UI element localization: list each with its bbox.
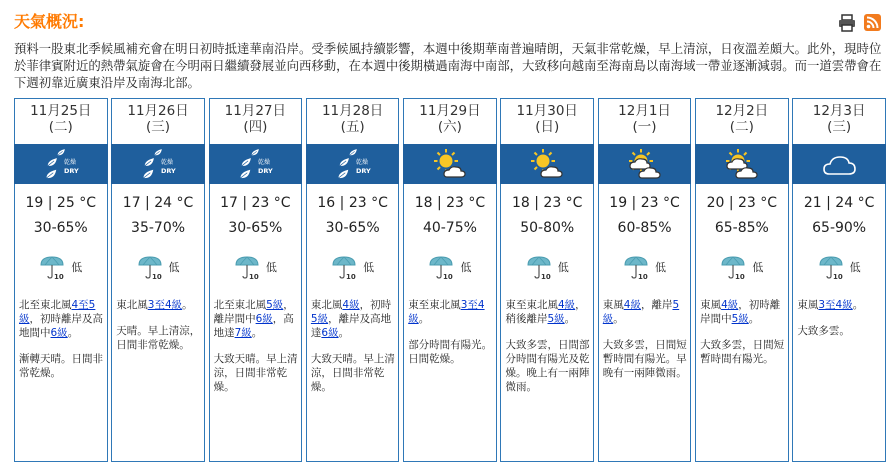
- date-label: 11月30日: [516, 103, 578, 119]
- cloudy-sunny-intervals-icon: [625, 147, 665, 181]
- weather-text: 天晴。早上清涼，日間非常乾燥。: [116, 325, 201, 351]
- weather-icon-band: [111, 144, 205, 184]
- psr-level: 低: [168, 261, 180, 274]
- temperature-range: 18 | 23 °C: [511, 195, 583, 211]
- weekday-label: (三): [146, 119, 171, 135]
- weather-text: 大致多雲。: [797, 325, 850, 337]
- psr-level: 低: [265, 261, 277, 274]
- relative-humidity: 35-70%: [131, 220, 186, 236]
- weekday-label: (二): [729, 119, 754, 135]
- temperature-range: 17 | 24 °C: [122, 195, 194, 211]
- weather-text: 大致天晴。早上清涼，日間非常乾燥。: [213, 353, 298, 393]
- dry-icon: [235, 147, 275, 181]
- umbrella-icon: [137, 254, 165, 280]
- probability-of-rain: [15, 254, 107, 280]
- wind-force-link[interactable]: 5級: [602, 299, 680, 325]
- forecast-day: [209, 98, 303, 462]
- date-label: 11月28日: [321, 103, 384, 119]
- wind-text: 。: [613, 313, 624, 325]
- weather-text: 大致多雲，日間短暫時間有陽光。早晚有一兩陣微雨。: [602, 339, 687, 379]
- weather-text: 大致多雲，日間部分時間有陽光及乾燥。晚上有一兩陣微雨。: [505, 339, 590, 393]
- wind-force-link[interactable]: 6級: [255, 313, 273, 325]
- wind-forecast: [505, 298, 590, 326]
- relative-humidity: 60-85%: [617, 220, 672, 236]
- svg-text:10: 10: [735, 273, 746, 280]
- probability-of-rain: [210, 254, 302, 280]
- wind-force-link[interactable]: 5級: [731, 313, 749, 325]
- rss-feed-icon[interactable]: [864, 14, 881, 31]
- dry-icon: [41, 147, 81, 181]
- wind-forecast: [797, 298, 882, 312]
- wind-text: ，初時離岸及高地間中: [19, 313, 103, 339]
- weekday-label: (日): [535, 119, 560, 135]
- temperature-range: 20 | 23 °C: [706, 195, 778, 211]
- date-label: 11月29日: [419, 103, 481, 119]
- wind-text: ，離岸及高地達: [310, 313, 392, 339]
- wind-force-link[interactable]: 6級: [321, 327, 339, 339]
- weather-icon-band: [792, 144, 886, 184]
- psr-level: 低: [460, 261, 472, 274]
- forecast-day: [403, 98, 497, 462]
- wind-text: 。: [251, 327, 263, 339]
- wind-text: 東至東北風: [408, 299, 461, 311]
- dry-icon: [333, 147, 373, 181]
- dry-icon: [138, 147, 178, 181]
- wind-text: ，高地達: [213, 313, 294, 339]
- svg-text:10: 10: [443, 273, 454, 280]
- wind-forecast: [214, 298, 299, 340]
- weather-icon-band: [403, 144, 497, 184]
- wind-text: 。: [182, 299, 193, 311]
- umbrella-icon: [818, 254, 846, 280]
- forecast-date: [210, 99, 302, 137]
- weekday-label: (四): [243, 119, 268, 135]
- weather-icon-band: [695, 144, 789, 184]
- wind-text: ，離岸間中: [213, 299, 294, 325]
- forecast-day: [306, 98, 400, 462]
- weather-text: 大致多雲，日間短暫時間有陽光。: [700, 339, 785, 365]
- weather-text: 部分時間有陽光。日間乾燥。: [408, 339, 493, 365]
- date-label: 12月3日: [812, 103, 866, 119]
- forecast-date: [307, 99, 399, 137]
- date-label: 11月27日: [224, 103, 287, 119]
- umbrella-icon: [526, 254, 554, 280]
- relative-humidity: 30-65%: [33, 220, 88, 236]
- weather-icon-band: [598, 144, 692, 184]
- forecast-date: [696, 99, 788, 137]
- wind-force-link[interactable]: 3至4級: [408, 299, 485, 325]
- weather-text: 漸轉天晴。日間非常乾燥。: [19, 353, 103, 379]
- wind-text: ，稍後離岸: [505, 299, 586, 325]
- umbrella-icon: [623, 254, 651, 280]
- wind-forecast: [311, 298, 396, 340]
- umbrella-icon: [39, 254, 67, 280]
- svg-text:10: 10: [54, 273, 64, 280]
- wind-force-link[interactable]: 6級: [50, 327, 68, 339]
- weekday-label: (三): [827, 119, 852, 135]
- weather-text: 大致天晴。早上清涼，日間非常乾燥。: [310, 353, 395, 393]
- date-label: 11月25日: [30, 103, 92, 119]
- wind-force-link[interactable]: 3至4級: [818, 299, 853, 311]
- umbrella-icon: [720, 254, 748, 280]
- wind-text: 東北風: [310, 299, 343, 311]
- wind-text: 東風: [797, 299, 819, 311]
- weekday-label: (二): [48, 119, 73, 135]
- wind-text: 。: [338, 327, 350, 339]
- forecast-date: [112, 99, 204, 137]
- wind-text: 。: [748, 313, 760, 325]
- weather-icon-band: [209, 144, 303, 184]
- forecast-day: [598, 98, 692, 462]
- wind-force-link[interactable]: 4級: [721, 299, 739, 311]
- wind-text: ，初時: [359, 299, 392, 311]
- svg-text:DRY: DRY: [258, 167, 274, 175]
- forecast-date: [501, 99, 593, 137]
- wind-forecast: [700, 298, 785, 326]
- forecast-day: [500, 98, 594, 462]
- psr-level: 低: [655, 261, 667, 274]
- psr-level: 低: [557, 261, 569, 274]
- printer-icon[interactable]: [838, 14, 856, 32]
- wind-text: 東北風: [116, 299, 148, 311]
- svg-text:10: 10: [151, 273, 162, 280]
- wind-text: 。: [564, 313, 576, 325]
- psr-level: 低: [849, 261, 861, 274]
- svg-text:DRY: DRY: [63, 167, 79, 175]
- wind-force-link[interactable]: 7級: [234, 327, 252, 339]
- sunny-periods-icon: [430, 147, 470, 181]
- forecast-day: [14, 98, 108, 462]
- wind-forecast: [603, 298, 688, 326]
- weekday-label: (五): [340, 119, 365, 135]
- svg-text:乾燥: 乾燥: [355, 159, 368, 166]
- wind-force-link[interactable]: 4級: [623, 299, 641, 311]
- wind-force-link[interactable]: 4級: [342, 299, 360, 311]
- wind-text: 。: [418, 313, 430, 325]
- weather-icon-band: [500, 144, 594, 184]
- wind-text: 。: [67, 327, 79, 339]
- wind-text: ，離岸: [640, 299, 673, 311]
- wind-force-link[interactable]: 4至5級: [19, 299, 96, 325]
- wind-text: 東至東北風: [505, 299, 558, 311]
- wind-text: 東風: [602, 299, 624, 311]
- probability-of-rain: [501, 254, 593, 280]
- wind-text: 。: [852, 299, 864, 311]
- umbrella-icon: [428, 254, 456, 280]
- svg-text:DRY: DRY: [355, 167, 371, 175]
- probability-of-rain: [112, 254, 204, 280]
- probability-of-rain: [599, 254, 691, 280]
- psr-level: 低: [363, 261, 375, 274]
- svg-text:乾燥: 乾燥: [63, 159, 76, 166]
- wind-forecast: [116, 298, 201, 312]
- relative-humidity: 65-85%: [714, 220, 769, 236]
- umbrella-icon: [234, 254, 262, 280]
- temperature-range: 21 | 24 °C: [803, 195, 875, 211]
- relative-humidity: 30-65%: [325, 220, 380, 236]
- date-label: 11月26日: [127, 103, 189, 119]
- page-title: 天氣概況:: [14, 12, 85, 31]
- svg-text:10: 10: [346, 273, 356, 280]
- probability-of-rain: [793, 254, 885, 280]
- relative-humidity: 65-90%: [812, 220, 867, 236]
- temperature-range: 18 | 23 °C: [414, 195, 486, 211]
- svg-text:DRY: DRY: [161, 167, 176, 175]
- psr-level: 低: [752, 261, 764, 274]
- weather-icon-band: [14, 144, 108, 184]
- wind-text: ，初時離岸間中: [700, 299, 781, 325]
- svg-text:10: 10: [832, 273, 843, 280]
- forecast-description: 預料一股東北季候風補充會在明日初時抵達華南沿岸。受季候風持續影響，本週中後期華南普遍晴朗，天氣非常乾燥，早上清涼，日夜溫差頗大。此外，現時位於菲律賓附近的熱帶氣旋會在今明兩日繼續發展並向西移動，在本週中後期橫過南海中南部，大致移向越南至海南島以南海域一帶並逐漸減弱。而一道雲帶會在下週初靠近廣東沿岸及南海北部。: [14, 41, 882, 90]
- forecast-date: [599, 99, 691, 137]
- wind-force-link[interactable]: 3至4級: [147, 299, 183, 311]
- wind-force-link[interactable]: 5級: [266, 299, 284, 311]
- forecast-day: [695, 98, 789, 462]
- svg-text:乾燥: 乾燥: [258, 159, 271, 166]
- svg-text:10: 10: [638, 273, 648, 280]
- forecast-date: [404, 99, 496, 137]
- weather-icon-band: [306, 144, 400, 184]
- date-label: 12月2日: [715, 103, 769, 119]
- temperature-range: 19 | 25 °C: [25, 195, 96, 211]
- svg-text:10: 10: [248, 273, 259, 280]
- forecast-day: [792, 98, 886, 462]
- relative-humidity: 40-75%: [422, 220, 477, 236]
- wind-text: 北至東北風: [213, 299, 267, 311]
- wind-forecast: [19, 298, 104, 340]
- forecast-day: [111, 98, 205, 462]
- relative-humidity: 30-65%: [228, 220, 283, 236]
- nine-day-forecast: [14, 98, 891, 468]
- umbrella-icon: [331, 254, 359, 280]
- wind-force-link[interactable]: 5級: [310, 313, 329, 325]
- svg-text:10: 10: [540, 273, 551, 280]
- relative-humidity: 50-80%: [520, 220, 575, 236]
- sunny-periods-icon: [527, 147, 567, 181]
- wind-text: 東風: [700, 299, 722, 311]
- weekday-label: (六): [437, 119, 462, 135]
- cloudy-icon: [819, 147, 859, 181]
- psr-level: 低: [71, 261, 83, 274]
- weekday-label: (一): [632, 119, 657, 135]
- wind-force-link[interactable]: 5級: [547, 313, 565, 325]
- wind-force-link[interactable]: 4級: [557, 299, 576, 311]
- temperature-range: 16 | 23 °C: [317, 195, 388, 211]
- header: [0, 0, 892, 34]
- forecast-date: [793, 99, 885, 137]
- temperature-range: 17 | 23 °C: [220, 195, 291, 211]
- wind-forecast: [408, 298, 493, 326]
- probability-of-rain: [307, 254, 399, 280]
- date-label: 12月1日: [618, 103, 671, 119]
- probability-of-rain: [404, 254, 496, 280]
- svg-text:乾燥: 乾燥: [161, 159, 174, 166]
- wind-text: 北至東北風: [19, 299, 72, 311]
- probability-of-rain: [696, 254, 788, 280]
- cloudy-sunny-intervals-icon: [722, 147, 762, 181]
- temperature-range: 19 | 23 °C: [609, 195, 680, 211]
- forecast-date: [15, 99, 107, 137]
